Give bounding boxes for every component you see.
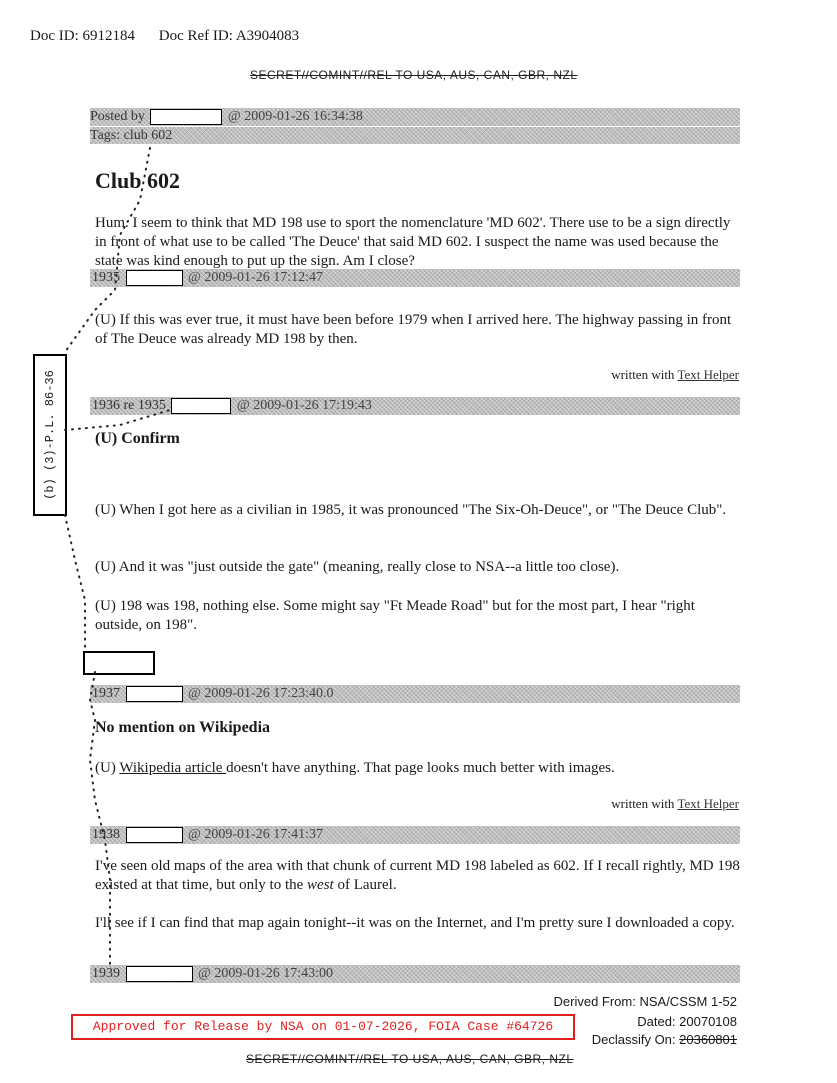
comment-body: (U) If this was ever true, it must have been before 1979 when I arrived here. The highway passing in front of The Deuce was already MD 198 by then. (95, 312, 732, 347)
comment-timestamp: @ 2009-01-26 17:43:00 (198, 966, 333, 981)
post-title: Club 602 (95, 168, 180, 193)
declassify-on: Declassify On: 20360801 (591, 1032, 737, 1047)
classification-top: SECRET//COMINT//REL TO USA, AUS, CAN, GBR, NZL (250, 68, 578, 82)
post-timestamp: @ 2009-01-26 16:34:38 (227, 109, 363, 124)
comment-timestamp: @ 2009-01-26 17:23:40.0 (188, 686, 334, 701)
comment-paragraph: I'll see if I can find that map again tonight--it was on the Internet, and I'm pretty sure I downloaded a copy. (95, 915, 735, 931)
classification-bottom: SECRET//COMINT//REL TO USA, AUS, CAN, GBR, NZL (246, 1052, 574, 1066)
exemption-label: (b) (3)-P.L. 86-36 (43, 370, 57, 500)
comment-paragraph: I've seen old maps of the area with that chunk of current MD 198 labeled as 602. If I recall rightly, MD 198 existed at that time, but only to the west of Laurel. (95, 858, 740, 893)
comment-paragraph: (U) When I got here as a civilian in 1985, it was pronounced "The Six-Oh-Deuce", or "The Deuce Club". (95, 502, 727, 518)
text-helper-link[interactable]: Text Helper (677, 367, 739, 382)
comment-timestamp: @ 2009-01-26 17:12:47 (188, 270, 323, 285)
derived-from: Derived From: NSA/CSSM 1-52 (553, 994, 737, 1009)
comment-paragraph: (U) Wikipedia article doesn't have anything. That page looks much better with images. (95, 760, 615, 776)
approved-for-release-stamp: Approved for Release by NSA on 01-07-2026, FOIA Case #64726 (71, 1014, 575, 1040)
comment-number[interactable]: 1936 re 1935 (92, 398, 166, 413)
posted-by-label: Posted by (90, 109, 145, 124)
doc-ref-id: Doc Ref ID: A3904083 (158, 28, 300, 44)
comment-title: (U) Confirm (95, 430, 180, 447)
written-with: written with Text Helper (611, 367, 739, 382)
wikipedia-article-link[interactable]: Wikipedia article (119, 760, 227, 776)
comment-timestamp: @ 2009-01-26 17:41:37 (188, 827, 323, 842)
doc-id: Doc ID: 6912184 (30, 28, 135, 44)
comment-timestamp: @ 2009-01-26 17:19:43 (236, 398, 372, 413)
text-helper-link[interactable]: Text Helper (677, 796, 739, 811)
comment-number[interactable]: 1935 (92, 270, 120, 285)
dated: Dated: 20070108 (637, 1014, 737, 1029)
written-with: written with Text Helper (611, 796, 739, 811)
tags-label[interactable]: Tags: club 602 (90, 128, 173, 143)
post-body: Hum. I seem to think that MD 198 use to sport the nomenclature 'MD 602'. There use to be a sign directly in front of what use to be called 'The Deuce' that said MD 602. I suspect the name was used because the state was kind enough to put up the sign. Am I close? (95, 215, 731, 269)
comment-paragraph: (U) 198 was 198, nothing else. Some might say "Ft Meade Road" but for the most part, I hear "right outside, on 198". (95, 598, 695, 633)
comment-number[interactable]: 1937 (92, 686, 120, 701)
comment-number[interactable]: 1938 (92, 827, 120, 842)
comment-number[interactable]: 1939 (92, 966, 120, 981)
comment-title: No mention on Wikipedia (95, 719, 271, 736)
comment-paragraph: (U) And it was "just outside the gate" (meaning, really close to NSA--a little too close). (95, 559, 620, 575)
